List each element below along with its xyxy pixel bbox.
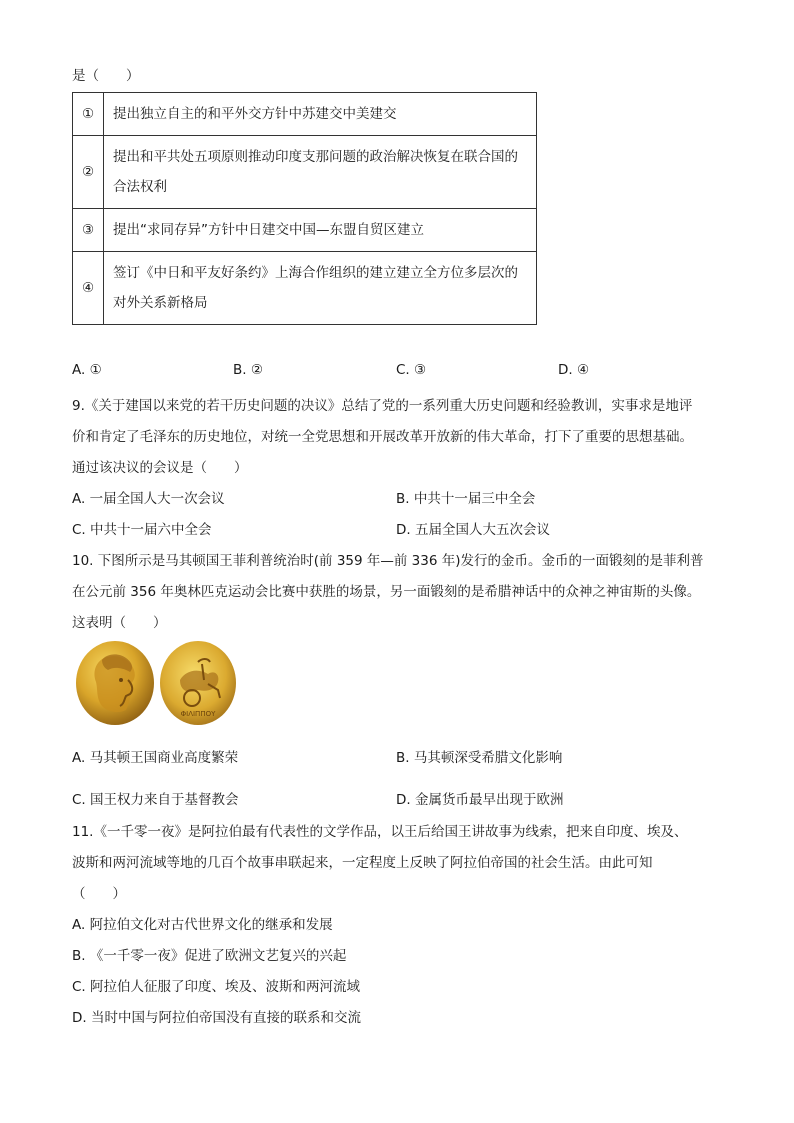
q10-option-a[interactable]: A. 马其顿王国商业高度繁荣 xyxy=(72,750,239,766)
row-text: 提出独立自主的和平外交方针中苏建交中美建交 xyxy=(104,93,537,136)
coin-zeus-head-image xyxy=(74,640,156,726)
q10-line-1: 10. 下图所示是马其顿国王菲利普统治时(前 359 年—前 336 年)发行的金币。金币的一面锻刻的是菲利普 xyxy=(72,553,704,569)
q11-option-c[interactable]: C. 阿拉伯人征服了印度、埃及、波斯和两河流域 xyxy=(72,979,361,995)
q9-option-d[interactable]: D. 五届全国人大五次会议 xyxy=(396,522,550,538)
table-row xyxy=(73,93,537,136)
q11-line-3: （ ） xyxy=(72,886,126,902)
q8-option-b[interactable]: B. ② xyxy=(233,362,263,378)
q11-line-2: 波斯和两河流域等地的几百个故事串联起来，一定程度上反映了阿拉伯帝国的社会生活。由此可知 xyxy=(72,855,653,871)
q8-option-c[interactable]: C. ③ xyxy=(396,362,427,378)
row-text: 签订《中日和平友好条约》上海合作组织的建立建立全方位多层次的对外关系新格局 xyxy=(104,252,537,325)
q8-option-d[interactable]: D. ④ xyxy=(558,362,590,378)
table-row xyxy=(73,136,537,209)
row-text: 提出“求同存异”方针中日建交中国—东盟自贸区建立 xyxy=(104,209,537,252)
q8-options-table xyxy=(72,92,537,325)
q11-option-b[interactable]: B. 《一千零一夜》促进了欧洲文艺复兴的兴起 xyxy=(72,948,347,964)
coin-chariot-image xyxy=(158,640,238,726)
row-text: 提出和平共处五项原则推动印度支那问题的政治解决恢复在联合国的合法权利 xyxy=(104,136,537,209)
coin-inscription: ΦΙΛΙΠΠΟΥ xyxy=(180,710,216,718)
q9-option-c[interactable]: C. 中共十一届六中全会 xyxy=(72,522,212,538)
q10-option-d[interactable]: D. 金属货币最早出现于欧洲 xyxy=(396,792,564,808)
q9-option-b[interactable]: B. 中共十一届三中全会 xyxy=(396,491,536,507)
q11-option-a[interactable]: A. 阿拉伯文化对古代世界文化的继承和发展 xyxy=(72,917,333,933)
row-number: ② xyxy=(73,136,104,209)
row-number: ③ xyxy=(73,209,104,252)
row-number: ④ xyxy=(73,252,104,325)
q8-stem-tail: 是（ ） xyxy=(72,68,140,84)
q8-option-a[interactable]: A. ① xyxy=(72,362,102,378)
q10-option-c[interactable]: C. 国王权力来自于基督教会 xyxy=(72,792,239,808)
q10-line-3: 这表明（ ） xyxy=(72,615,167,631)
table-row xyxy=(73,209,537,252)
q9-option-a[interactable]: A. 一届全国人大一次会议 xyxy=(72,491,225,507)
q11-line-1: 11.《一千零一夜》是阿拉伯最有代表性的文学作品，以王后给国王讲故事为线索，把来自印度、埃及、 xyxy=(72,824,688,840)
row-number: ① xyxy=(73,93,104,136)
table-row xyxy=(73,252,537,325)
q9-line-3: 通过该决议的会议是（ ） xyxy=(72,460,248,476)
q9-line-1: 9.《关于建国以来党的若干历史问题的决议》总结了党的一系列重大历史问题和经验教训，实事求是地评 xyxy=(72,398,693,414)
q10-line-2: 在公元前 356 年奥林匹克运动会比赛中获胜的场景，另一面锻刻的是希腊神话中的众神之神宙斯的头像。 xyxy=(72,584,701,600)
q10-option-b[interactable]: B. 马其顿深受希腊文化影响 xyxy=(396,750,563,766)
q9-line-2: 价和肯定了毛泽东的历史地位，对统一全党思想和开展改革开放新的伟大革命，打下了重要的思想基础。 xyxy=(72,429,693,445)
q11-option-d[interactable]: D. 当时中国与阿拉伯帝国没有直接的联系和交流 xyxy=(72,1010,361,1026)
